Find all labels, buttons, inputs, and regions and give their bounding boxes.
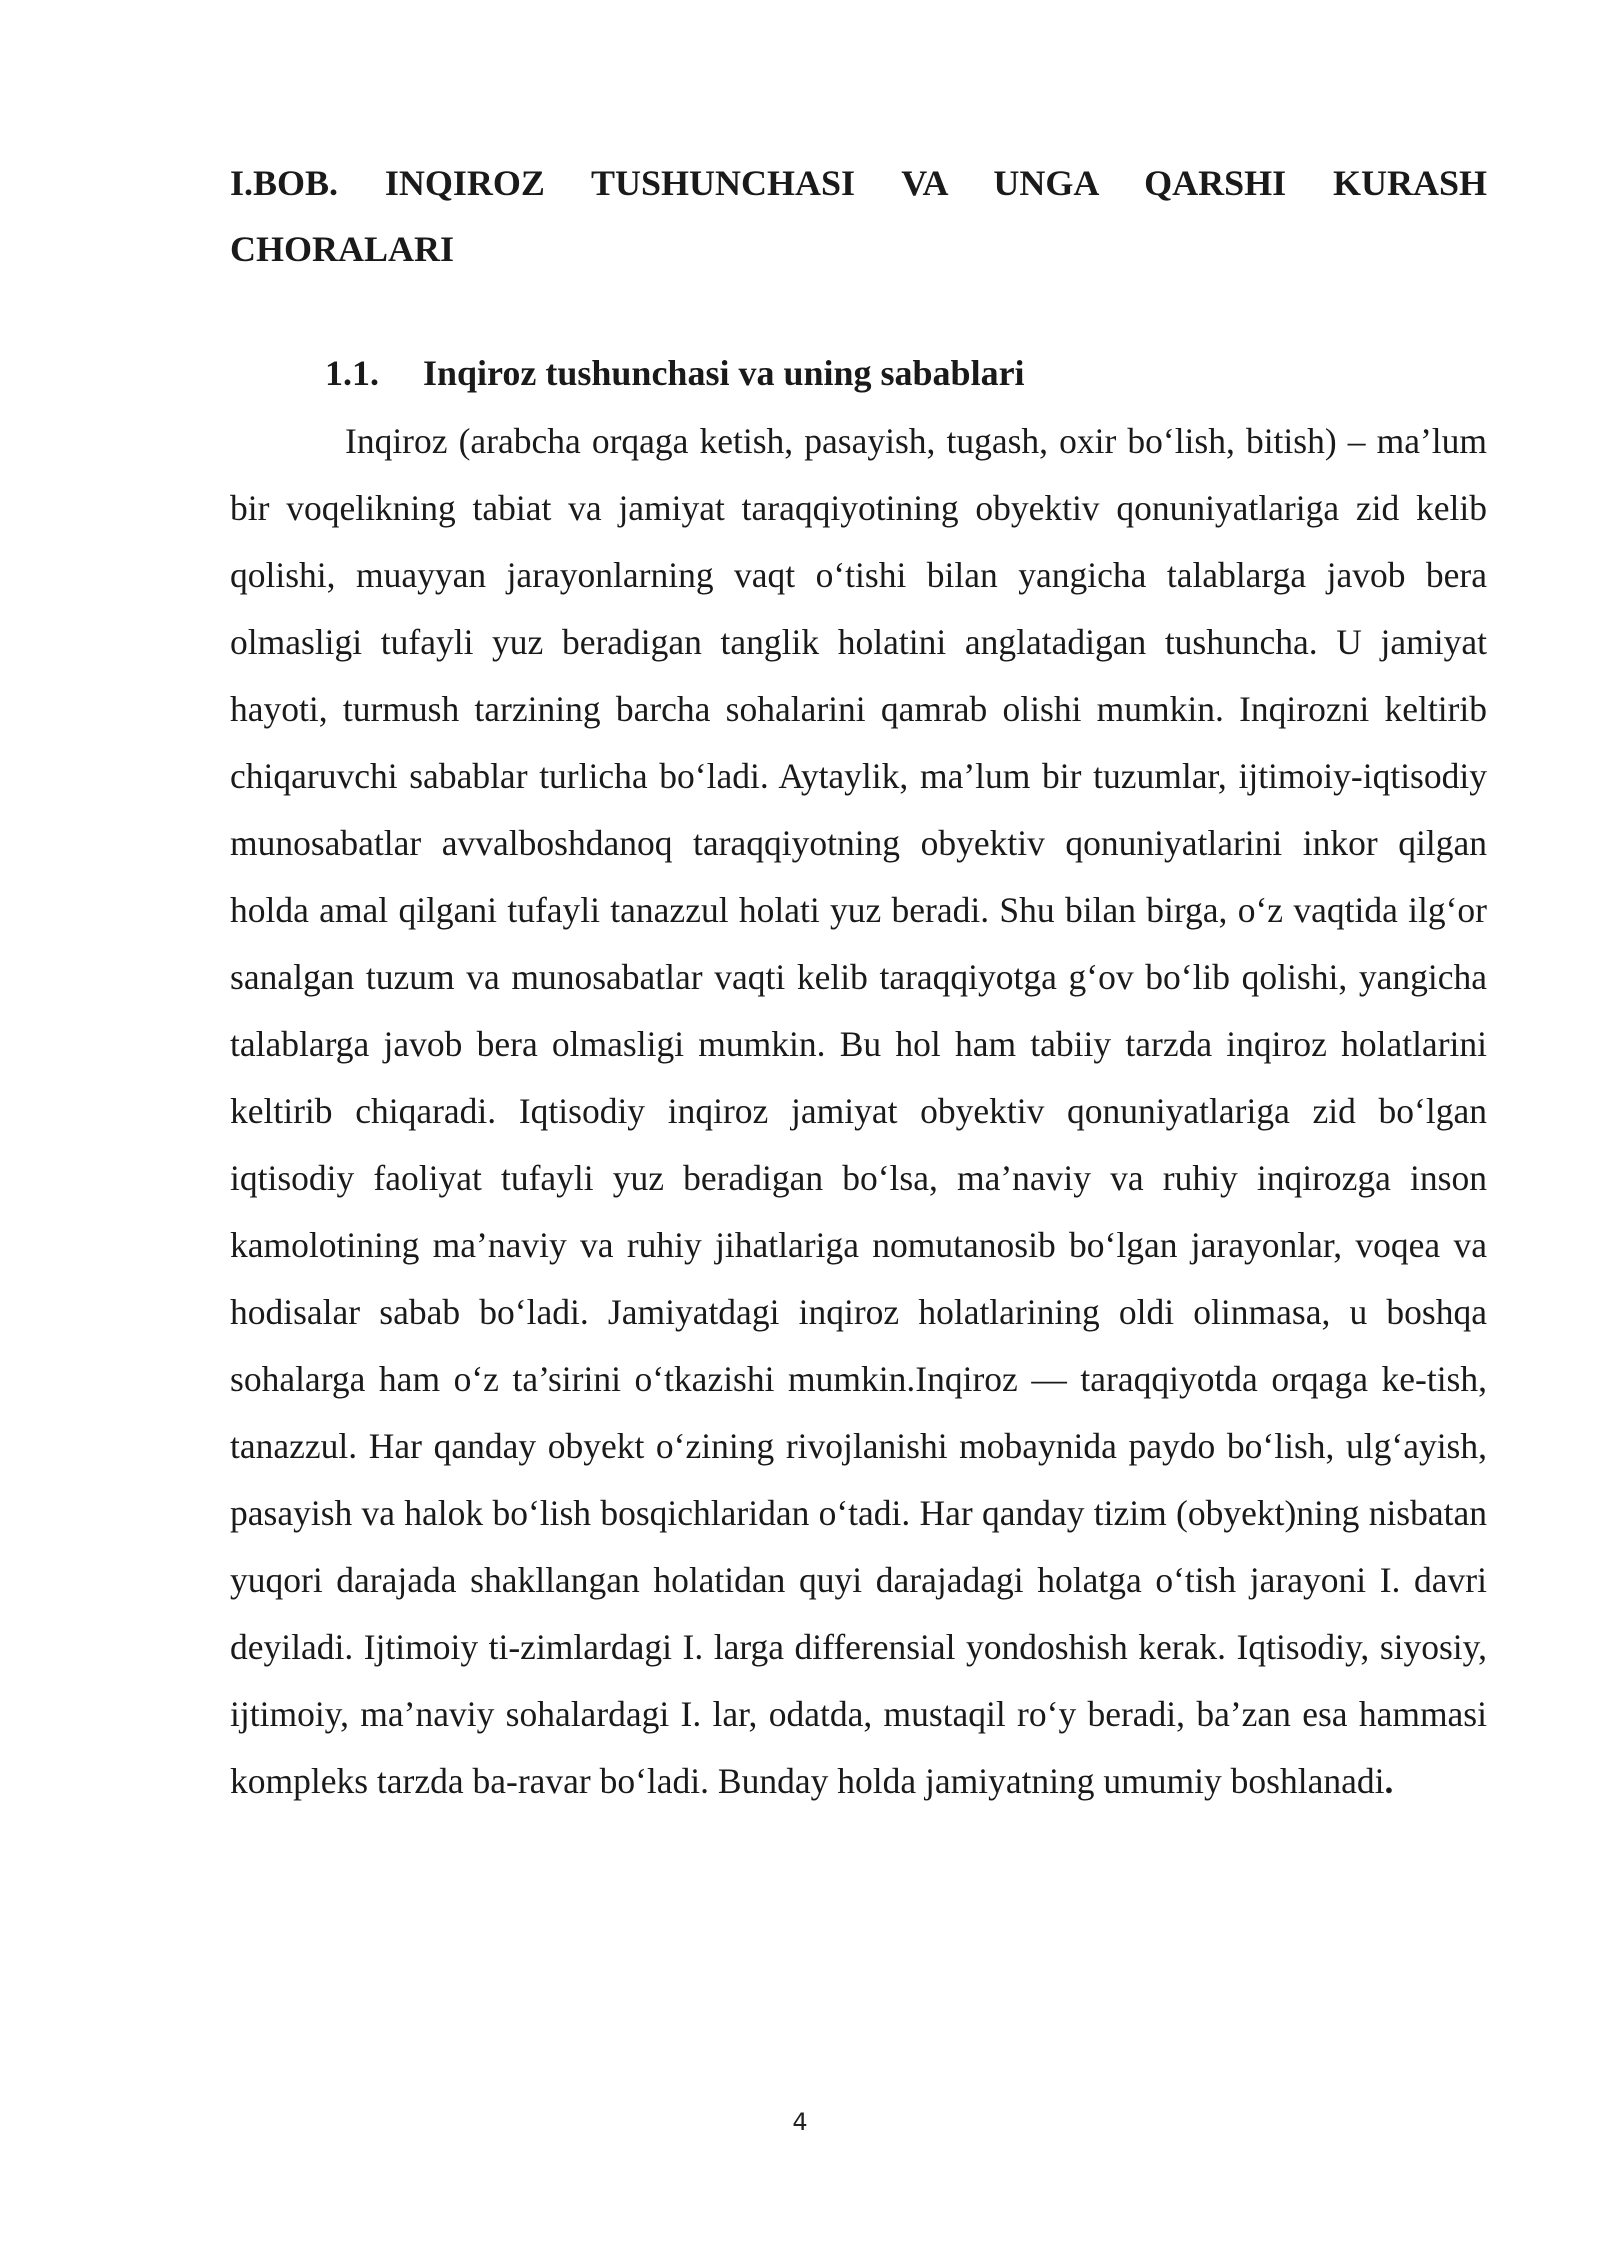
- chapter-title: I.BOB. INQIROZ TUSHUNCHASI VA UNGA QARSHI KURASH CHORALARI: [230, 163, 1487, 269]
- page-number: 4: [792, 2108, 808, 2136]
- section-number: 1.1.: [325, 353, 379, 393]
- section-heading: [325, 340, 1025, 406]
- body-paragraph: [230, 408, 1487, 1815]
- paragraph-end-period: .: [1384, 1761, 1394, 1801]
- section-title: Inqiroz tushunchasi va uning sabablari: [423, 353, 1025, 393]
- paragraph-text: Inqiroz (arabcha orqaga ketish, pasayish, tugash, oxir bo‘lish, bitish) – ma’lum bir voqelikning tabiat va jamiyat taraqqiyotining obyektiv qonuniyatlariga zid kelib qolishi, muayyan jarayonlarning vaqt o‘tishi bilan yangicha talablarga javob bera olmasligi tufayli yuz beradigan tanglik holatini anglatadigan tushuncha. U jamiyat hayoti, turmush tarzining barcha sohalarini qamrab olishi mumkin. Inqirozni keltirib chiqaruvchi sabablar turlicha bo‘ladi. Aytaylik, ma’lum bir tuzumlar, ijtimoiy-iqtisodiy munosabatlar avvalboshdanoq taraqqiyotning obyektiv qonuniyatlarini inkor qilgan holda amal qilgani tufayli tanazzul holati yuz beradi. Shu bilan birga, o‘z vaqtida ilg‘or sanalgan tuzum va munosabatlar vaqti kelib taraqqiyotga g‘ov bo‘lib qolishi, yangicha talablarga javob bera olmasligi mumkin. Bu hol ham tabiiy tarzda inqiroz holatlarini keltirib chiqaradi. Iqtisodiy inqiroz jamiyat obyektiv qonuniyatlariga zid bo‘lgan iqtisodiy faoliyat tufayli yuz beradigan bo‘lsa, ma’naviy va ruhiy inqirozga inson kamolotining ma’naviy va ruhiy jihatlariga nomutanosib bo‘lgan jarayonlar, voqea va hodisalar sabab bo‘ladi. Jamiyatdagi inqiroz holatlarining oldi olinmasa, u boshqa sohalarga ham o‘z ta’sirini o‘tkazishi mumkin.Inqiroz — taraqqiyotda orqaga ke-tish, tanazzul. Har qanday obyekt o‘zining rivojlanishi mobaynida paydo bo‘lish, ulg‘ayish, pasayish va halok bo‘lish bosqichlaridan o‘tadi. Har qanday tizim (obyekt)ning nisbatan yuqori darajada shakllangan holatidan quyi darajadagi holatga o‘tish jarayoni I. davri deyiladi. Ijtimoiy ti-zimlardagi I. larga differensial yondoshish kerak. Iqtisodiy, siyosiy, ijtimoiy, ma’naviy sohalardagi I. lar, odatda, mustaqil ro‘y beradi, ba’zan esa hammasi kompleks tarzda ba-ravar bo‘ladi. Bunday holda jamiyatning umumiy boshlanadi: [230, 421, 1487, 1801]
